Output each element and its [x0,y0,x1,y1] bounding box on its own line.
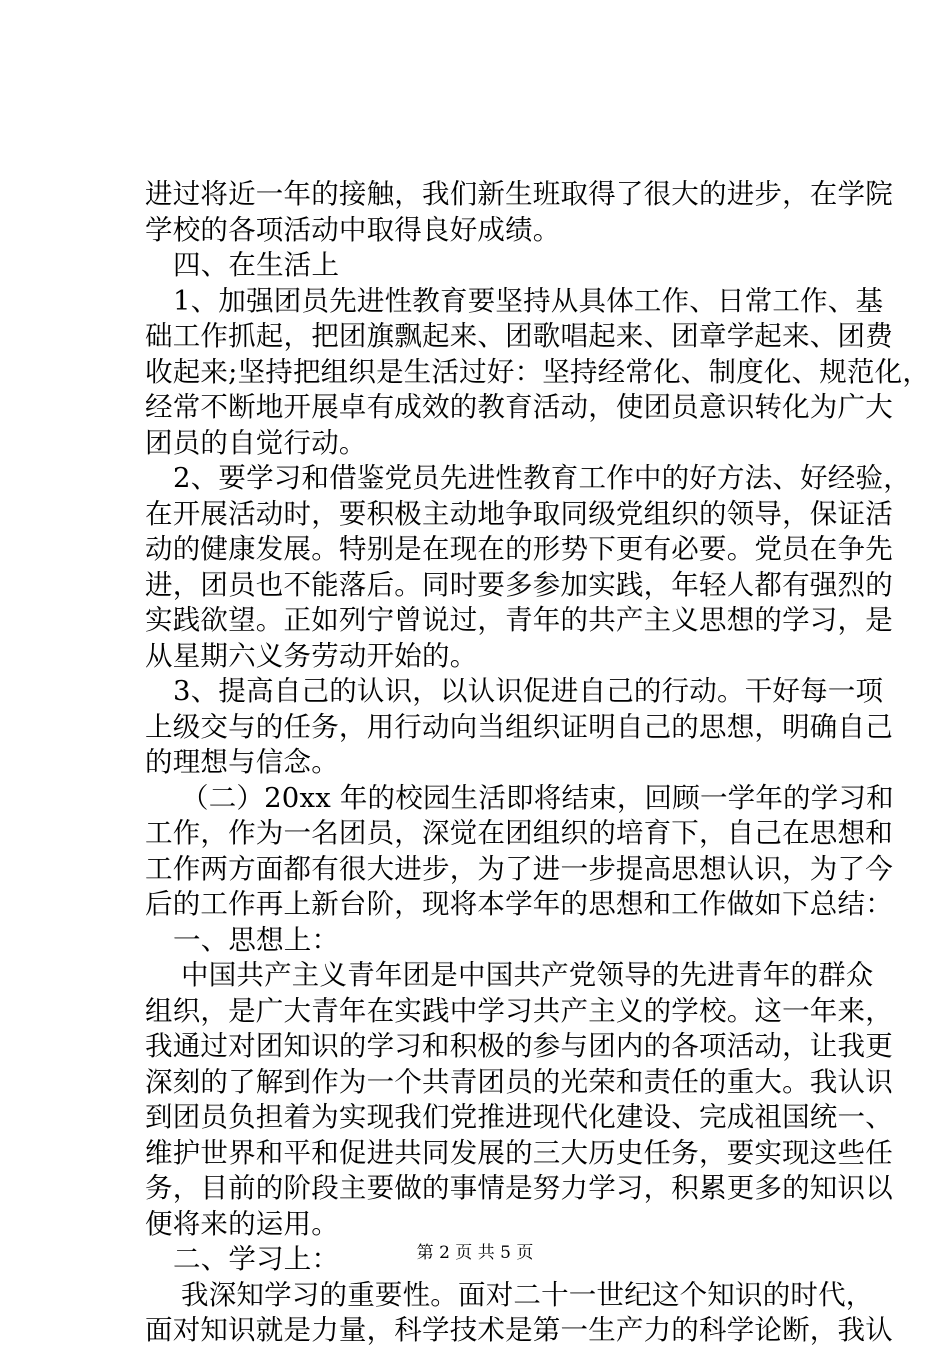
text-line: 到团员负担着为实现我们党推进现代化建设、完成祖国统一、 [145,1101,893,1133]
text-line: 经常不断地开展卓有成效的教育活动，使团员意识转化为广大 [145,391,893,423]
text-line: 学校的各项活动中取得良好成绩。 [145,213,561,246]
text-line: 1、加强团员先进性教育要坚持从具体工作、日常工作、基 [173,284,884,317]
text-line: 础工作抓起，把团旗飘起来、团歌唱起来、团章学起来、团费 [145,320,893,352]
section-heading: 二、学习上： [173,1243,340,1275]
text-line: 动的健康发展。特别是在现在的形势下更有必要。党员在争先 [145,533,893,565]
text-line: 上级交与的任务，用行动向当组织证明自己的思想，明确自己 [145,710,893,743]
text-line: 在开展活动时，要积极主动地争取同级党组织的领导，保证活 [145,497,893,530]
text-line: 工作，作为一名团员，深觉在团组织的培育下，自己在思想和 [145,817,893,849]
text-line: 深刻的了解到作为一个共青团员的光荣和责任的重大。我认识 [145,1065,893,1098]
text-line: 2、要学习和借鉴党员先进性教育工作中的好方法、好经验， [173,462,911,494]
text-line: 面对知识就是力量，科学技术是第一生产力的科学论断，我认 [145,1314,893,1346]
text-line: 后的工作再上新台阶，现将本学年的思想和工作做如下总结： [145,888,893,920]
text-line: 维护世界和平和促进共同发展的三大历史任务，要实现这些任 [145,1136,893,1169]
text-line: 3、提高自己的认识，以认识促进自己的行动。干好每一项 [173,675,884,707]
document-body [145,177,931,1349]
text-line: 进过将近一年的接触，我们新生班取得了很大的进步，在学院 [145,178,893,210]
text-line: 进，团员也不能落后。同时要多参加实践，年轻人都有强烈的 [145,568,893,601]
text-line: 务，目前的阶段主要做的事情是努力学习，积累更多的知识以 [145,1172,893,1204]
text-line: 组织，是广大青年在实践中学习共产主义的学校。这一年来， [145,994,893,1027]
text-line: 团员的自觉行动。 [145,426,367,459]
page-number-footer: 第 2 页 共 5 页 [416,1243,534,1263]
text-line: 我深知学习的重要性。面对二十一世纪这个知识的时代， [181,1278,874,1311]
text-line: 实践欲望。正如列宁曾说过，青年的共产主义思想的学习，是 [145,604,893,636]
text-line: 我通过对团知识的学习和积极的参与团内的各项活动，让我更 [145,1030,893,1062]
text-line: 工作两方面都有很大进步，为了进一步提高思想认识，为了今 [145,852,893,885]
text-line: 收起来;坚持把组织是生活过好：坚持经常化、制度化、规范化， [145,355,931,388]
text-line: 便将来的运用。 [145,1207,339,1240]
text-line: 中国共产主义青年团是中国共产党领导的先进青年的群众 [181,959,874,991]
section-heading: 四、在生活上 [173,249,340,281]
text-line: 的理想与信念。 [145,746,339,778]
text-line: （二）20xx 年的校园生活即将结束，回顾一学年的学习和 [181,781,894,814]
section-heading: 一、思想上： [173,923,340,956]
text-line: 从星期六义务劳动开始的。 [145,639,478,672]
